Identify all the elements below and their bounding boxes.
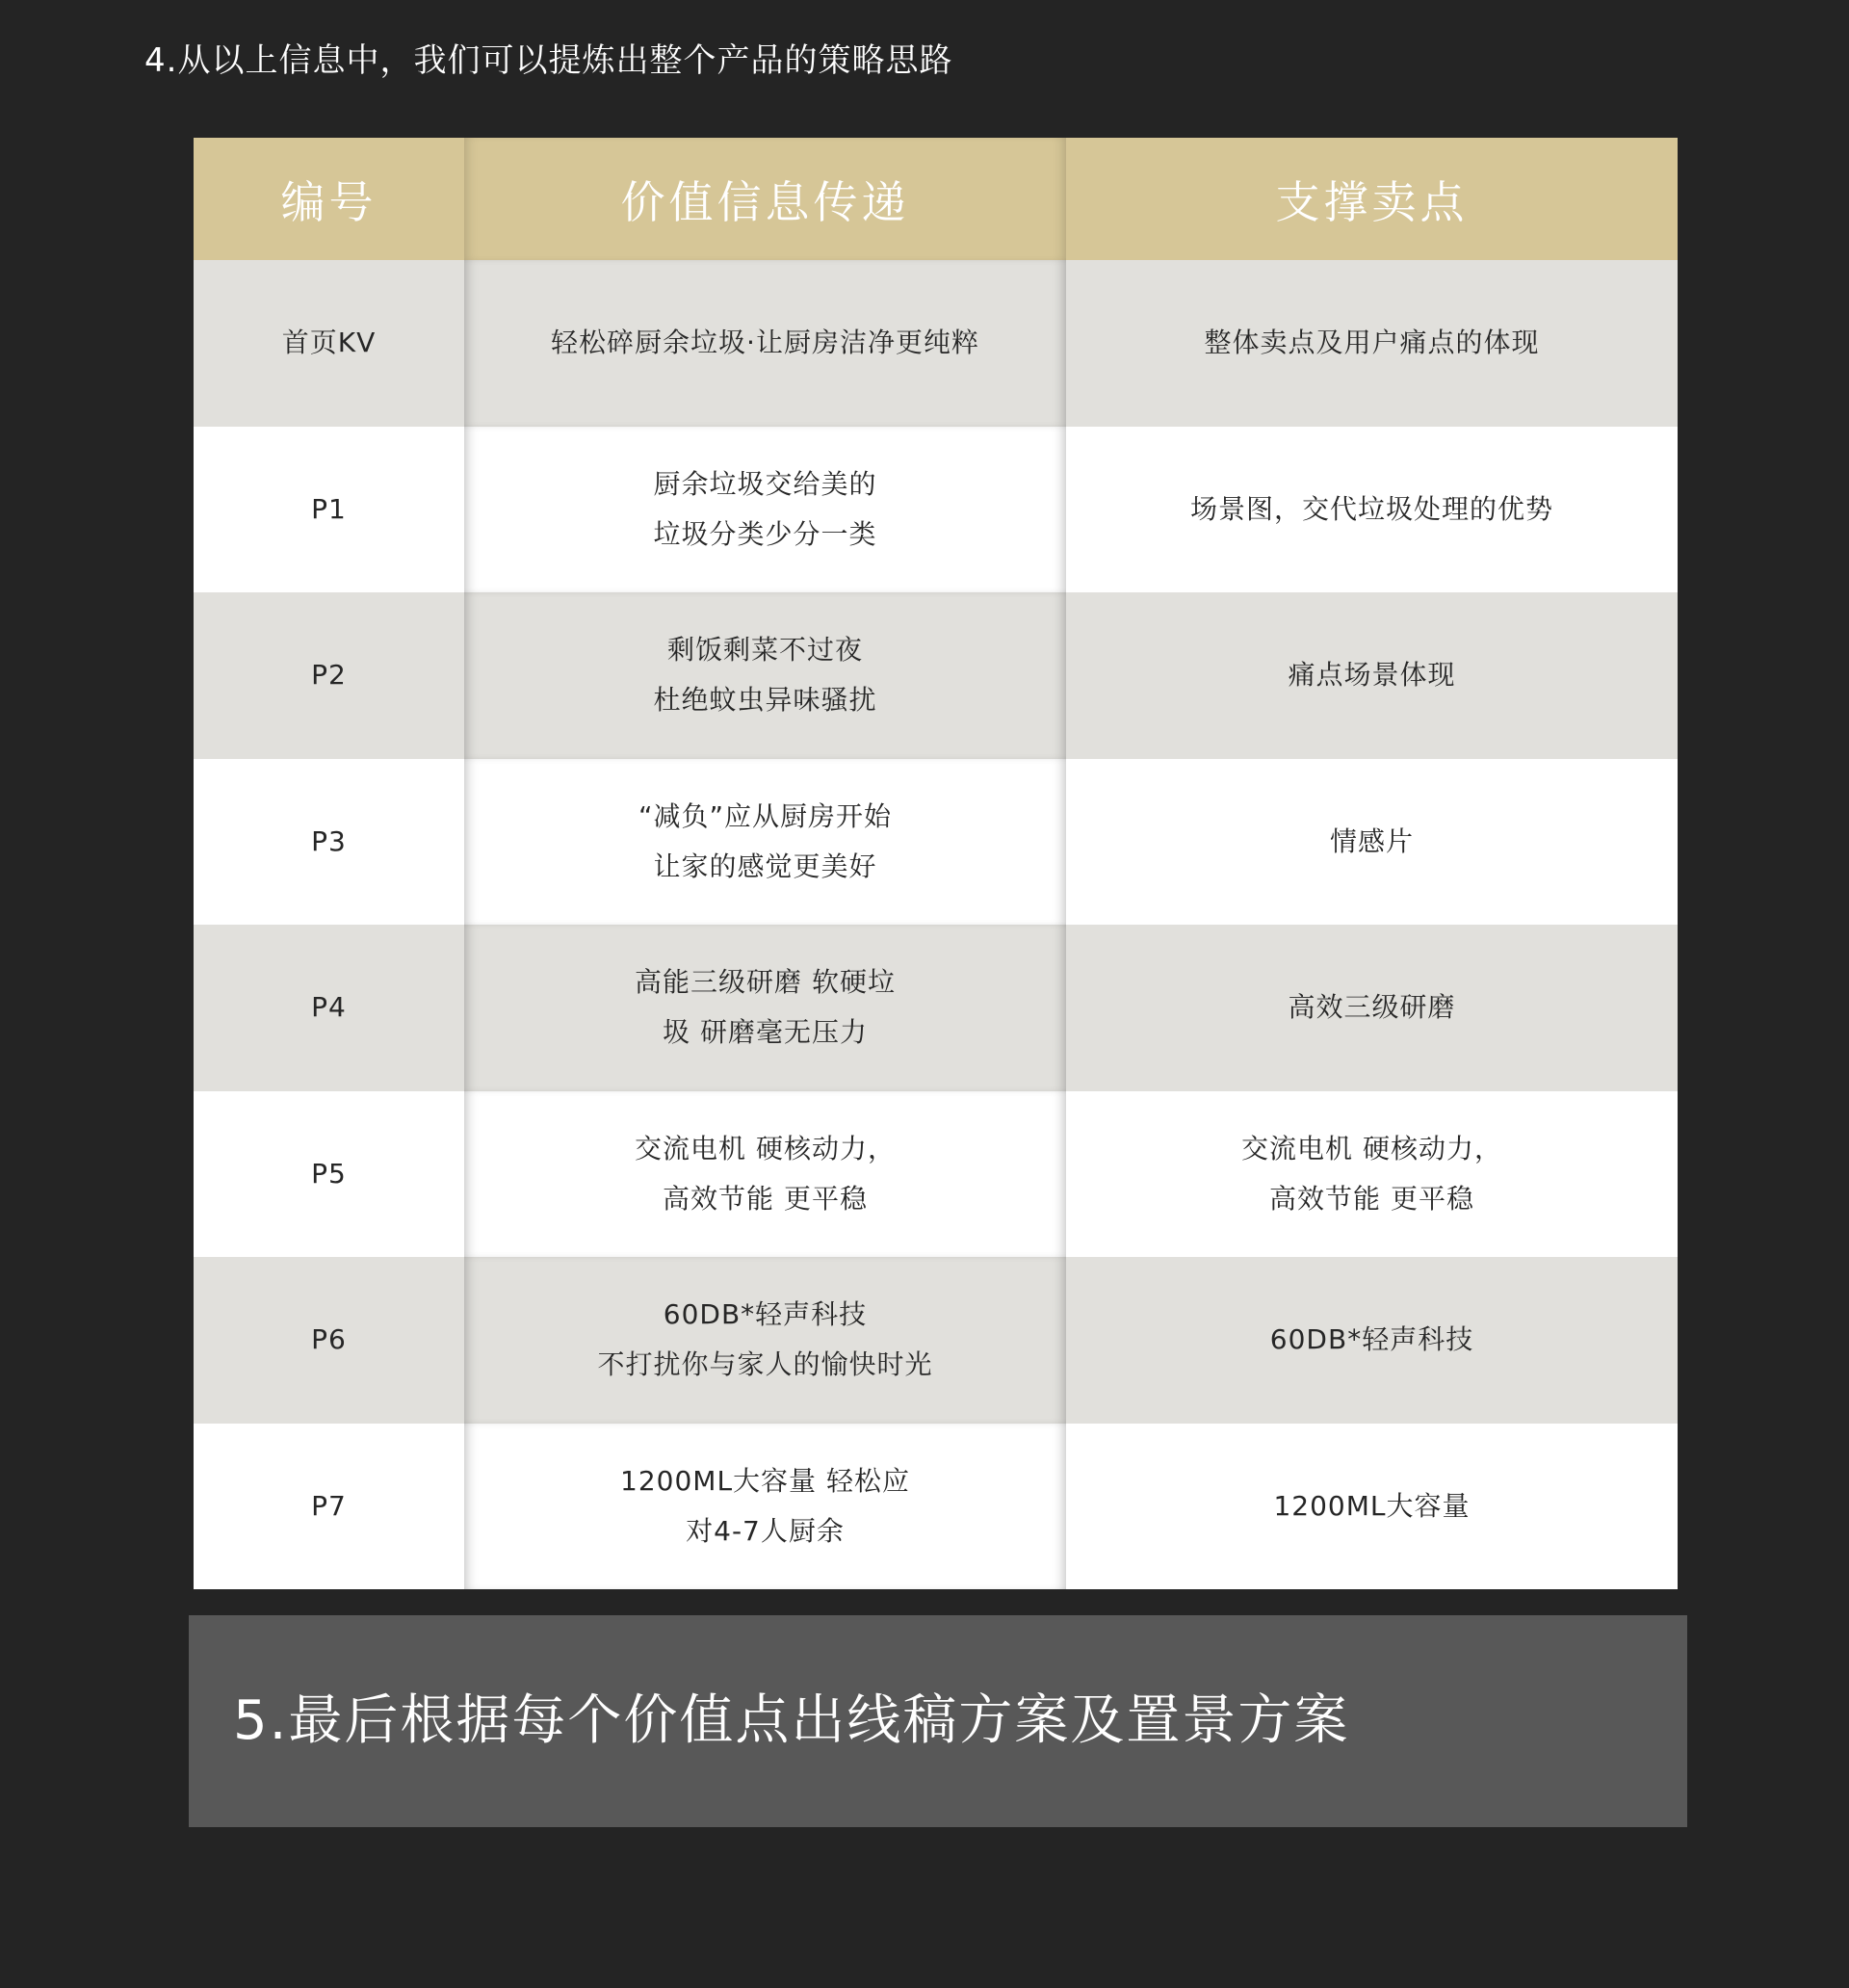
selling-point-cell-line: 场景图，交代垃圾处理的优势 — [1189, 492, 1553, 525]
selling-point-cell — [1066, 427, 1678, 593]
value-message-cell — [464, 592, 1066, 759]
header-value-message: 价值信息传递 — [464, 138, 1066, 260]
table-row — [194, 759, 1678, 926]
value-message-cell-line: 轻松碎厨余垃圾·让厨房洁净更纯粹 — [551, 327, 979, 359]
value-message-cell — [464, 925, 1066, 1091]
row-number-cell: P5 — [311, 1157, 347, 1190]
selling-point-cell-line: 高效三级研磨 — [1288, 991, 1456, 1024]
value-message-cell — [464, 759, 1066, 926]
selling-point-cell — [1066, 1091, 1678, 1258]
selling-point-cell — [1066, 759, 1678, 926]
value-message-cell-line: 高效节能 更平稳 — [663, 1182, 868, 1215]
section-5-heading: 5.最后根据每个价值点出线稿方案及置景方案 — [233, 1689, 1350, 1752]
value-message-cell — [464, 260, 1066, 427]
table-row — [194, 592, 1678, 759]
strategy-table — [194, 138, 1678, 1589]
selling-point-cell-line: 情感片 — [1329, 824, 1414, 857]
selling-point-cell-line: 60DB*轻声科技 — [1269, 1323, 1474, 1356]
table-row — [194, 925, 1678, 1091]
selling-point-cell-line: 整体卖点及用户痛点的体现 — [1204, 327, 1540, 359]
value-message-cell — [464, 1424, 1066, 1590]
value-message-cell-line: 让家的感觉更美好 — [653, 850, 877, 882]
table-row — [194, 1091, 1678, 1258]
table-row — [194, 1257, 1678, 1424]
selling-point-cell-line: 痛点场景体现 — [1288, 659, 1456, 692]
value-message-cell — [464, 1257, 1066, 1424]
row-number-cell: 首页KV — [281, 327, 377, 359]
value-message-cell-line: 1200ML大容量 轻松应 — [620, 1464, 910, 1497]
table-row — [194, 427, 1678, 593]
value-message-cell-line: 杜绝蚊虫异味骚扰 — [653, 684, 877, 717]
selling-point-cell-line: 高效节能 更平稳 — [1269, 1182, 1474, 1215]
row-number-cell: P1 — [311, 492, 347, 525]
value-message-cell-line: 对4-7人厨余 — [686, 1514, 845, 1547]
header-selling-point: 支撑卖点 — [1275, 175, 1469, 228]
value-message-cell-line: 60DB*轻声科技 — [663, 1298, 868, 1331]
value-message-cell-line: 厨余垃圾交给美的 — [653, 467, 877, 500]
section-5-banner — [189, 1615, 1687, 1827]
value-message-cell-line: 交流电机 硬核动力， — [635, 1132, 896, 1164]
header-number: 编号 — [280, 175, 378, 228]
row-number-cell: P3 — [311, 824, 347, 857]
value-message-cell-line: “减负”应从厨房开始 — [638, 799, 892, 832]
row-number-cell: P7 — [311, 1489, 347, 1522]
value-message-cell-line: 高能三级研磨 软硬垃 — [635, 966, 896, 999]
selling-point-cell-line: 交流电机 硬核动力， — [1241, 1132, 1502, 1164]
selling-point-cell — [1066, 260, 1678, 427]
selling-point-cell — [1066, 592, 1678, 759]
selling-point-cell — [1066, 1424, 1678, 1590]
row-number-cell: P2 — [311, 659, 347, 692]
row-number-cell: P4 — [311, 991, 347, 1024]
table-row — [194, 1424, 1678, 1590]
value-message-cell-line: 剩饭剩菜不过夜 — [666, 634, 863, 667]
value-message-cell-line: 圾 研磨毫无压力 — [663, 1016, 868, 1049]
section-4-heading: 4.从以上信息中，我们可以提炼出整个产品的策略思路 — [144, 41, 953, 80]
selling-point-cell — [1066, 1257, 1678, 1424]
value-message-cell-line: 不打扰你与家人的愉快时光 — [597, 1348, 933, 1381]
value-message-cell — [464, 1091, 1066, 1258]
table-row — [194, 260, 1678, 427]
table-body — [194, 260, 1678, 1589]
table-header-row — [194, 138, 1678, 260]
row-number-cell: P6 — [311, 1323, 347, 1356]
selling-point-cell — [1066, 925, 1678, 1091]
selling-point-cell-line: 1200ML大容量 — [1273, 1489, 1471, 1522]
value-message-cell — [464, 427, 1066, 593]
value-message-cell-line: 垃圾分类少分一类 — [653, 517, 877, 550]
